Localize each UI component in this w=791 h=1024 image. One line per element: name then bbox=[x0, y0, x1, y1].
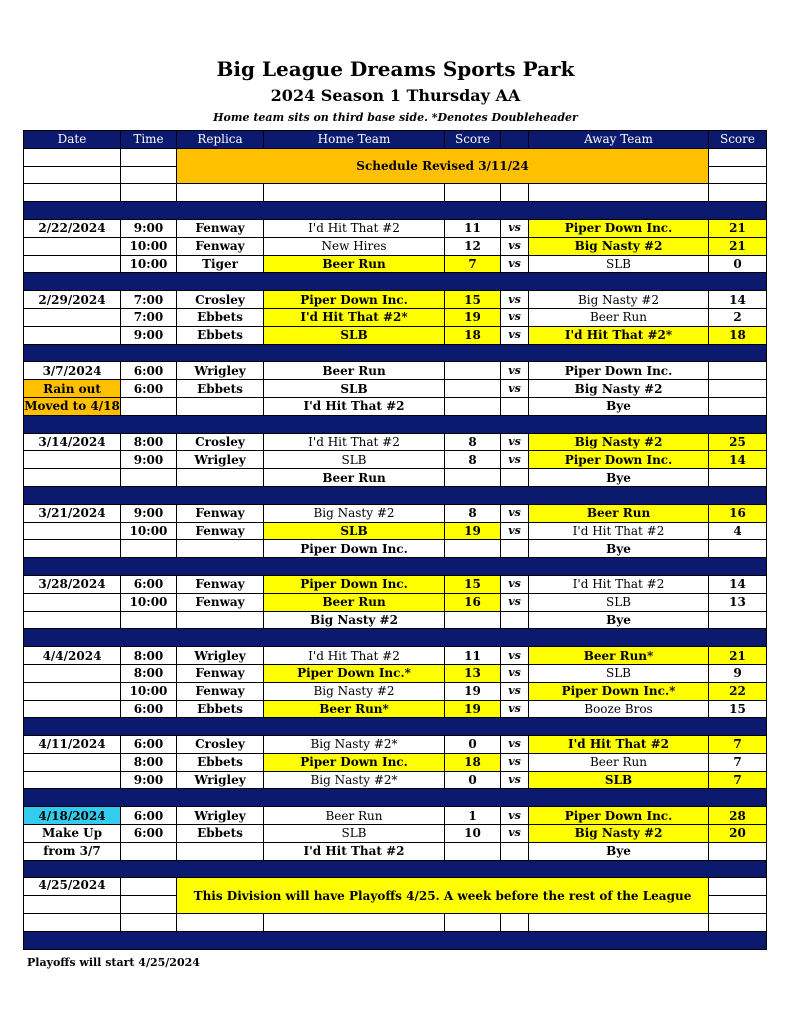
footer-note: Playoffs will start 4/25/2024 bbox=[27, 956, 200, 969]
away-team: Bye bbox=[529, 540, 709, 558]
separator-row bbox=[24, 789, 767, 807]
home-score: 10 bbox=[445, 825, 501, 843]
blank-row bbox=[24, 148, 767, 166]
home-score: 19 bbox=[445, 700, 501, 718]
separator-row bbox=[24, 860, 767, 878]
game-time: 10:00 bbox=[121, 237, 177, 255]
away-score: 7 bbox=[709, 771, 767, 789]
game-field: Ebbets bbox=[177, 825, 264, 843]
game-field: Wrigley bbox=[177, 647, 264, 665]
home-score: 0 bbox=[445, 736, 501, 754]
game-row bbox=[24, 522, 767, 540]
vs-label bbox=[501, 469, 529, 487]
game-time: 6:00 bbox=[121, 362, 177, 380]
game-row bbox=[24, 397, 767, 415]
game-time: 10:00 bbox=[121, 593, 177, 611]
away-score: 22 bbox=[709, 682, 767, 700]
vs-label: vs bbox=[501, 451, 529, 469]
away-score bbox=[709, 380, 767, 398]
away-team: I'd Hit That #2 bbox=[529, 736, 709, 754]
game-time: 6:00 bbox=[121, 736, 177, 754]
away-team: Piper Down Inc. bbox=[529, 807, 709, 825]
header-row bbox=[24, 131, 767, 149]
vs-label: vs bbox=[501, 237, 529, 255]
game-row bbox=[24, 700, 767, 718]
game-field: Fenway bbox=[177, 504, 264, 522]
game-time: 9:00 bbox=[121, 771, 177, 789]
vs-label: vs bbox=[501, 753, 529, 771]
game-field bbox=[177, 611, 264, 629]
game-date: 2/22/2024 bbox=[24, 219, 121, 237]
game-row bbox=[24, 736, 767, 754]
vs-label: vs bbox=[501, 219, 529, 237]
vs-label: vs bbox=[501, 736, 529, 754]
vs-label: vs bbox=[501, 807, 529, 825]
home-score: 8 bbox=[445, 433, 501, 451]
home-team: Piper Down Inc. bbox=[264, 291, 445, 309]
game-row bbox=[24, 664, 767, 682]
away-score: 13 bbox=[709, 593, 767, 611]
page-note: Home team sits on third base side. *Denotes Doubleheader bbox=[213, 111, 578, 124]
game-field: Wrigley bbox=[177, 807, 264, 825]
game-field: Wrigley bbox=[177, 451, 264, 469]
home-team: Big Nasty #2* bbox=[264, 771, 445, 789]
away-team: SLB bbox=[529, 664, 709, 682]
home-team: SLB bbox=[264, 451, 445, 469]
game-row bbox=[24, 842, 767, 860]
game-row bbox=[24, 291, 767, 309]
home-score: 11 bbox=[445, 219, 501, 237]
game-time bbox=[121, 611, 177, 629]
game-field: Crosley bbox=[177, 736, 264, 754]
vs-label: vs bbox=[501, 504, 529, 522]
home-score: 19 bbox=[445, 682, 501, 700]
game-time: 8:00 bbox=[121, 753, 177, 771]
home-score: 8 bbox=[445, 504, 501, 522]
away-score: 28 bbox=[709, 807, 767, 825]
page-title: Big League Dreams Sports Park bbox=[216, 57, 575, 81]
game-time: 8:00 bbox=[121, 433, 177, 451]
playoffs-message: This Division will have Playoffs 4/25. A week before the rest of the League bbox=[177, 878, 709, 914]
away-score: 25 bbox=[709, 433, 767, 451]
away-score: 2 bbox=[709, 308, 767, 326]
game-time: 10:00 bbox=[121, 522, 177, 540]
game-field: Wrigley bbox=[177, 771, 264, 789]
game-date bbox=[24, 700, 121, 718]
col-home-team: Home Team bbox=[264, 131, 445, 149]
game-time: 9:00 bbox=[121, 326, 177, 344]
vs-label bbox=[501, 611, 529, 629]
game-date: 2/29/2024 bbox=[24, 291, 121, 309]
away-team: Piper Down Inc. bbox=[529, 219, 709, 237]
blank-row bbox=[24, 184, 767, 202]
game-field: Ebbets bbox=[177, 753, 264, 771]
game-date bbox=[24, 593, 121, 611]
game-time bbox=[121, 842, 177, 860]
away-score: 21 bbox=[709, 237, 767, 255]
away-team: I'd Hit That #2 bbox=[529, 522, 709, 540]
game-row bbox=[24, 326, 767, 344]
away-score: 7 bbox=[709, 753, 767, 771]
game-field bbox=[177, 397, 264, 415]
away-team: Bye bbox=[529, 469, 709, 487]
away-team: Big Nasty #2 bbox=[529, 825, 709, 843]
home-team: Big Nasty #2 bbox=[264, 682, 445, 700]
game-field bbox=[177, 469, 264, 487]
away-team: Beer Run bbox=[529, 308, 709, 326]
game-field: Fenway bbox=[177, 219, 264, 237]
game-row bbox=[24, 308, 767, 326]
away-score: 16 bbox=[709, 504, 767, 522]
game-row bbox=[24, 451, 767, 469]
separator-row bbox=[24, 629, 767, 647]
col-date: Date bbox=[24, 131, 121, 149]
vs-label: vs bbox=[501, 362, 529, 380]
col-away-team: Away Team bbox=[529, 131, 709, 149]
away-score: 14 bbox=[709, 291, 767, 309]
separator-row bbox=[24, 415, 767, 433]
away-score: 7 bbox=[709, 736, 767, 754]
away-team: Bye bbox=[529, 611, 709, 629]
away-score: 15 bbox=[709, 700, 767, 718]
away-score: 14 bbox=[709, 451, 767, 469]
game-field: Fenway bbox=[177, 682, 264, 700]
game-field: Crosley bbox=[177, 291, 264, 309]
game-row bbox=[24, 504, 767, 522]
vs-label: vs bbox=[501, 682, 529, 700]
home-score bbox=[445, 397, 501, 415]
home-score bbox=[445, 540, 501, 558]
home-score bbox=[445, 469, 501, 487]
home-team: SLB bbox=[264, 522, 445, 540]
home-team: Big Nasty #2 bbox=[264, 611, 445, 629]
col-vs bbox=[501, 131, 529, 149]
away-team: Piper Down Inc.* bbox=[529, 682, 709, 700]
separator-row bbox=[24, 558, 767, 576]
separator-row bbox=[24, 344, 767, 362]
game-date bbox=[24, 237, 121, 255]
game-time: 6:00 bbox=[121, 825, 177, 843]
game-row bbox=[24, 237, 767, 255]
away-score bbox=[709, 540, 767, 558]
game-date bbox=[24, 771, 121, 789]
away-team: I'd Hit That #2 bbox=[529, 575, 709, 593]
game-row bbox=[24, 771, 767, 789]
game-date: 4/18/2024 bbox=[24, 807, 121, 825]
home-team: Beer Run bbox=[264, 807, 445, 825]
game-date: 3/21/2024 bbox=[24, 504, 121, 522]
col-time: Time bbox=[121, 131, 177, 149]
vs-label: vs bbox=[501, 308, 529, 326]
game-date bbox=[24, 540, 121, 558]
game-date bbox=[24, 664, 121, 682]
game-time: 10:00 bbox=[121, 255, 177, 273]
game-date bbox=[24, 469, 121, 487]
home-team: Beer Run bbox=[264, 362, 445, 380]
game-row bbox=[24, 825, 767, 843]
game-time: 6:00 bbox=[121, 700, 177, 718]
game-date bbox=[24, 682, 121, 700]
blank-row bbox=[24, 914, 767, 932]
game-date: Moved to 4/18 bbox=[24, 399, 120, 414]
away-score: 18 bbox=[709, 326, 767, 344]
game-field: Wrigley bbox=[177, 362, 264, 380]
game-field: Fenway bbox=[177, 237, 264, 255]
vs-label: vs bbox=[501, 664, 529, 682]
game-field: Crosley bbox=[177, 433, 264, 451]
vs-label: vs bbox=[501, 825, 529, 843]
game-row bbox=[24, 682, 767, 700]
separator-row bbox=[24, 931, 767, 949]
game-row bbox=[24, 255, 767, 273]
game-field: Fenway bbox=[177, 575, 264, 593]
home-score: 8 bbox=[445, 451, 501, 469]
page-subtitle: 2024 Season 1 Thursday AA bbox=[270, 86, 521, 105]
home-team: Beer Run bbox=[264, 255, 445, 273]
game-time: 6:00 bbox=[121, 380, 177, 398]
away-team: I'd Hit That #2* bbox=[529, 326, 709, 344]
vs-label: vs bbox=[501, 575, 529, 593]
away-score: 9 bbox=[709, 664, 767, 682]
game-time: 9:00 bbox=[121, 451, 177, 469]
game-field bbox=[177, 842, 264, 860]
home-score: 15 bbox=[445, 291, 501, 309]
game-time: 9:00 bbox=[121, 219, 177, 237]
vs-label: vs bbox=[501, 380, 529, 398]
home-score: 19 bbox=[445, 522, 501, 540]
game-row bbox=[24, 575, 767, 593]
home-score: 18 bbox=[445, 753, 501, 771]
game-time: 8:00 bbox=[121, 647, 177, 665]
home-team: Big Nasty #2 bbox=[264, 504, 445, 522]
game-row bbox=[24, 433, 767, 451]
home-team: I'd Hit That #2 bbox=[264, 219, 445, 237]
vs-label: vs bbox=[501, 522, 529, 540]
game-time: 6:00 bbox=[121, 807, 177, 825]
game-date bbox=[24, 611, 121, 629]
game-time bbox=[121, 397, 177, 415]
home-score: 18 bbox=[445, 326, 501, 344]
game-date: 3/7/2024 bbox=[24, 362, 121, 380]
game-date: from 3/7 bbox=[24, 842, 121, 860]
game-field: Ebbets bbox=[177, 308, 264, 326]
away-score: 0 bbox=[709, 255, 767, 273]
separator-row bbox=[24, 273, 767, 291]
game-row bbox=[24, 593, 767, 611]
vs-label: vs bbox=[501, 255, 529, 273]
col-away-score: Score bbox=[709, 131, 767, 149]
game-date: 4/11/2024 bbox=[24, 736, 121, 754]
game-row bbox=[24, 753, 767, 771]
away-team: Big Nasty #2 bbox=[529, 380, 709, 398]
game-field: Ebbets bbox=[177, 380, 264, 398]
away-team: Big Nasty #2 bbox=[529, 433, 709, 451]
game-field: Fenway bbox=[177, 593, 264, 611]
home-team: I'd Hit That #2 bbox=[264, 433, 445, 451]
game-field bbox=[177, 540, 264, 558]
away-score: 21 bbox=[709, 647, 767, 665]
game-field: Fenway bbox=[177, 664, 264, 682]
away-score: 21 bbox=[709, 219, 767, 237]
game-date bbox=[24, 451, 121, 469]
home-score: 19 bbox=[445, 308, 501, 326]
game-date: Rain out bbox=[24, 380, 121, 398]
game-row bbox=[24, 469, 767, 487]
home-score: 13 bbox=[445, 664, 501, 682]
home-team: I'd Hit That #2 bbox=[264, 647, 445, 665]
away-team: Bye bbox=[529, 842, 709, 860]
game-field: Tiger bbox=[177, 255, 264, 273]
game-row bbox=[24, 219, 767, 237]
home-score: 11 bbox=[445, 647, 501, 665]
away-score: 14 bbox=[709, 575, 767, 593]
game-date bbox=[24, 308, 121, 326]
away-score bbox=[709, 469, 767, 487]
game-row bbox=[24, 647, 767, 665]
playoffs-row bbox=[24, 878, 767, 896]
game-date bbox=[24, 326, 121, 344]
schedule-table bbox=[23, 130, 767, 950]
game-field: Ebbets bbox=[177, 700, 264, 718]
game-time: 8:00 bbox=[121, 664, 177, 682]
schedule-revised-notice: Schedule Revised 3/11/24 bbox=[177, 148, 709, 184]
vs-label: vs bbox=[501, 433, 529, 451]
playoffs-date: 4/25/2024 bbox=[24, 878, 121, 896]
home-team: Piper Down Inc. bbox=[264, 575, 445, 593]
separator-row bbox=[24, 202, 767, 220]
away-team: Booze Bros bbox=[529, 700, 709, 718]
home-score: 0 bbox=[445, 771, 501, 789]
vs-label: vs bbox=[501, 326, 529, 344]
vs-label: vs bbox=[501, 593, 529, 611]
home-team: I'd Hit That #2* bbox=[264, 308, 445, 326]
game-field: Fenway bbox=[177, 522, 264, 540]
away-team: Big Nasty #2 bbox=[529, 237, 709, 255]
game-time: 10:00 bbox=[121, 682, 177, 700]
home-score bbox=[445, 362, 501, 380]
away-team: SLB bbox=[529, 255, 709, 273]
game-time: 9:00 bbox=[121, 504, 177, 522]
home-score: 1 bbox=[445, 807, 501, 825]
away-score bbox=[709, 842, 767, 860]
vs-label bbox=[501, 540, 529, 558]
game-row bbox=[24, 380, 767, 398]
game-date: 3/14/2024 bbox=[24, 433, 121, 451]
game-date bbox=[24, 753, 121, 771]
vs-label bbox=[501, 842, 529, 860]
game-time bbox=[121, 469, 177, 487]
game-row bbox=[24, 362, 767, 380]
home-team: Beer Run bbox=[264, 593, 445, 611]
game-row bbox=[24, 611, 767, 629]
away-team: Big Nasty #2 bbox=[529, 291, 709, 309]
home-team: SLB bbox=[264, 825, 445, 843]
col-home-score: Score bbox=[445, 131, 501, 149]
home-team: SLB bbox=[264, 380, 445, 398]
game-row bbox=[24, 540, 767, 558]
game-date bbox=[24, 522, 121, 540]
game-time: 7:00 bbox=[121, 291, 177, 309]
home-team: New Hires bbox=[264, 237, 445, 255]
game-row bbox=[24, 807, 767, 825]
home-team: Beer Run bbox=[264, 469, 445, 487]
game-time: 7:00 bbox=[121, 308, 177, 326]
home-team: I'd Hit That #2 bbox=[264, 842, 445, 860]
home-score: 7 bbox=[445, 255, 501, 273]
vs-label: vs bbox=[501, 700, 529, 718]
away-team: SLB bbox=[529, 771, 709, 789]
away-team: Beer Run* bbox=[529, 647, 709, 665]
away-score bbox=[709, 362, 767, 380]
away-team: Bye bbox=[529, 397, 709, 415]
home-team: I'd Hit That #2 bbox=[264, 397, 445, 415]
vs-label bbox=[501, 397, 529, 415]
game-date: 4/4/2024 bbox=[24, 647, 121, 665]
separator-row bbox=[24, 718, 767, 736]
home-score: 15 bbox=[445, 575, 501, 593]
away-team: Beer Run bbox=[529, 753, 709, 771]
home-team: Piper Down Inc. bbox=[264, 540, 445, 558]
game-date: 3/28/2024 bbox=[24, 575, 121, 593]
home-team: Piper Down Inc.* bbox=[264, 664, 445, 682]
col-replica: Replica bbox=[177, 131, 264, 149]
away-team: Piper Down Inc. bbox=[529, 451, 709, 469]
home-score: 16 bbox=[445, 593, 501, 611]
vs-label: vs bbox=[501, 291, 529, 309]
game-time: 6:00 bbox=[121, 575, 177, 593]
vs-label: vs bbox=[501, 647, 529, 665]
separator-row bbox=[24, 486, 767, 504]
away-team: Piper Down Inc. bbox=[529, 362, 709, 380]
home-score bbox=[445, 842, 501, 860]
game-time bbox=[121, 540, 177, 558]
game-field: Ebbets bbox=[177, 326, 264, 344]
away-score bbox=[709, 611, 767, 629]
home-score bbox=[445, 380, 501, 398]
home-score: 12 bbox=[445, 237, 501, 255]
vs-label: vs bbox=[501, 771, 529, 789]
home-team: SLB bbox=[264, 326, 445, 344]
game-date bbox=[24, 255, 121, 273]
game-date: Make Up bbox=[24, 825, 121, 843]
away-score bbox=[709, 397, 767, 415]
home-score bbox=[445, 611, 501, 629]
away-team: Beer Run bbox=[529, 504, 709, 522]
home-team: Beer Run* bbox=[264, 700, 445, 718]
home-team: Big Nasty #2* bbox=[264, 736, 445, 754]
away-score: 4 bbox=[709, 522, 767, 540]
away-score: 20 bbox=[709, 825, 767, 843]
home-team: Piper Down Inc. bbox=[264, 753, 445, 771]
away-team: SLB bbox=[529, 593, 709, 611]
